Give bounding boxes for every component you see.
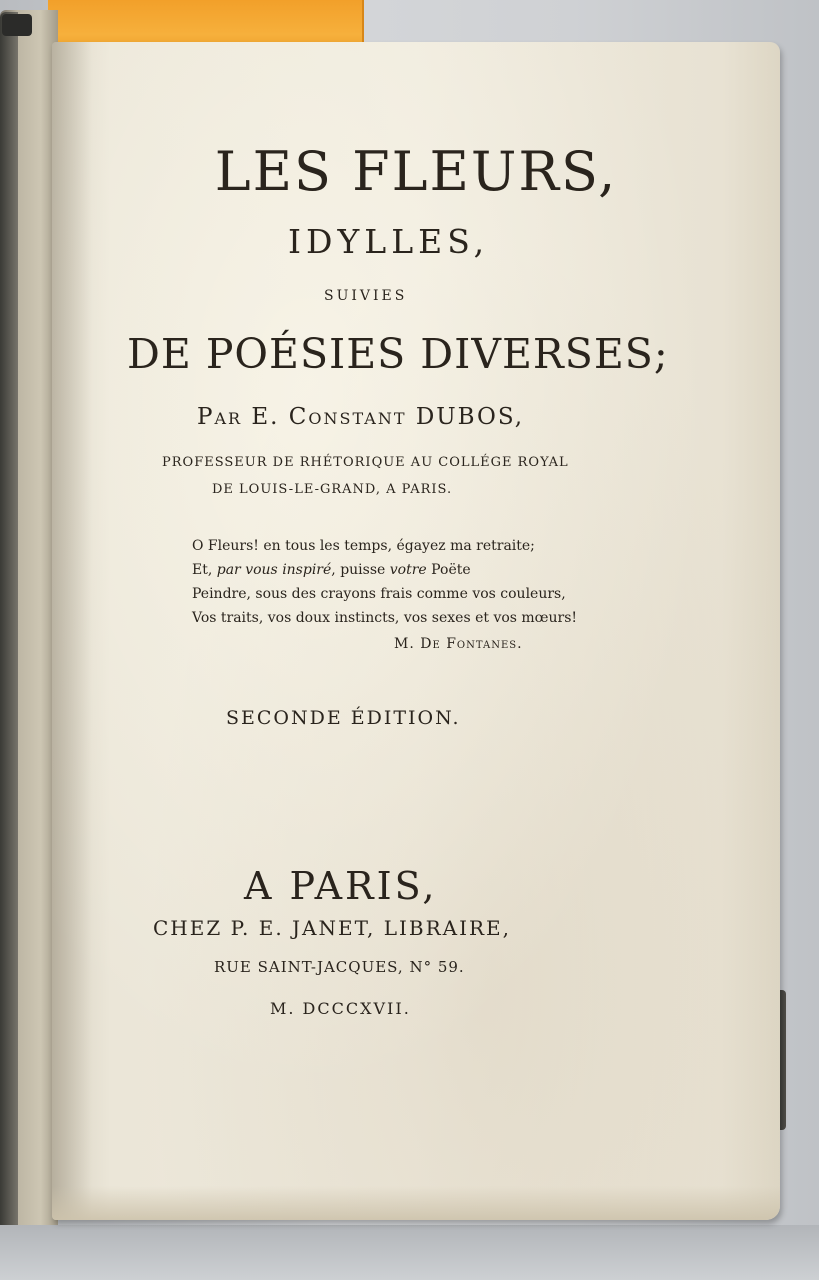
imprint-city: A PARIS, [244,864,438,908]
author-prefix: Par E. Constant [197,404,407,430]
epigraph-attribution: M. De Fontanes. [394,636,523,652]
professor-line-1: PROFESSEUR DE RHÉTORIQUE AU COLLÉGE ROYAL [162,455,569,470]
epigraph-line-2 [192,562,471,578]
epigraph-line-1: O Fleurs! en tous les temps, égayez ma retraite; [192,538,535,554]
poesies-line: DE POÉSIES DIVERSES; [127,330,669,378]
page-deckle-edge [52,1186,780,1220]
book-subtitle: IDYLLES, [288,222,490,261]
imprint-publisher: CHEZ P. E. JANET, LIBRAIRE, [153,916,512,940]
professor-line-2: DE LOUIS-LE-GRAND, A PARIS. [212,482,453,497]
table-surface [0,1225,819,1280]
epigraph-line-2-italic: par vous inspiré [216,562,332,578]
epigraph-line-2-italic-2: votre [389,562,427,578]
epigraph-line-2-mid: , puisse [331,562,390,578]
book-cover-edge [0,12,18,1234]
author-name: DUBOS, [415,404,525,430]
book-spine-corner [2,14,32,36]
epigraph-line-3: Peindre, sous des crayons frais comme vos couleurs, [192,586,566,602]
epigraph-line-4: Vos traits, vos doux instincts, vos sexes et vos mœurs! [192,610,578,626]
imprint-year: M. DCCCXVII. [270,999,411,1018]
suivies-label: SUIVIES [324,288,408,304]
title-page [52,42,780,1220]
book-title: LES FLEURS, [214,140,618,203]
epigraph-line-2-start: Et, [192,562,217,578]
epigraph-line-2-end: Poëte [426,562,471,578]
author-line [197,404,524,430]
edition-line: SECONDE ÉDITION. [226,707,461,729]
page-gutter-shade [52,42,92,1220]
imprint-address: RUE SAINT-JACQUES, N° 59. [214,958,465,976]
